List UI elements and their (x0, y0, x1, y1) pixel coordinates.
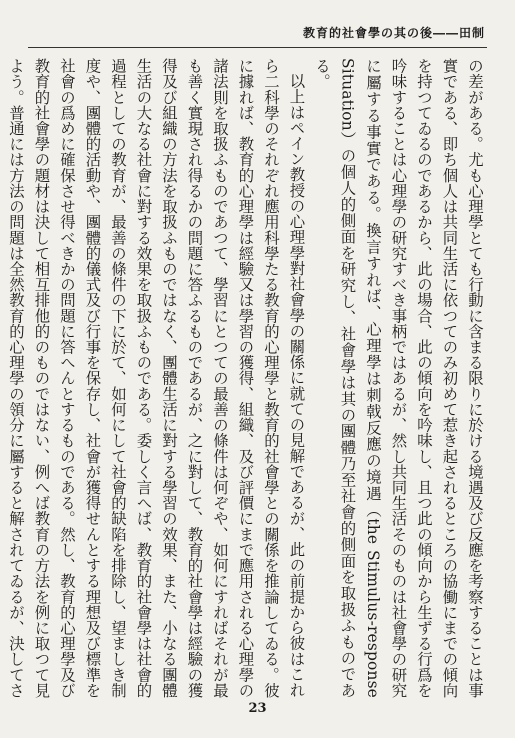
body-text (7, 58, 487, 698)
paragraph: 以上はペイン教授の心理學對社會學の關係に就ての見解であるが、此の前提から彼はこれら二科學のそれぞれ應用科學たる教育的心理學と教育的社會學との關係を推論してゐる。彼に據れば、教育的心理學は經驗又は學習の獲得、組織、及び評價にまで應用される心理學の諸法則を取扱ふものであつて、學習にとつての最善の條件は何ぞや、如何にすればそれが最も善く實現され得るかの問題に答ふるものであるが、之に對して、教育的社會學は經驗の獲得及び組織の方法を取扱ふものではなく、團體生活に對する學習の效果、また、小なる團體生活の大なる社會に對する效果を取扱ふものである。委しく言へば、教育的社會學は社會的過程としての教育が、最善の條件の下に於て、如何にして社會的缺陷を排除し、望ましき制度や、團體的活動や、團體的儀式及び行事を保存し、社會が獲得せんとする理想及び標準を社會の爲めに確保させ得べきかの問題に答へんとするものである。然し、教育的心理學及び教育的社會學の題材は決して相互排他的のものではない、例へば教育の方法を例に取つて見よう。普通には方法の問題は全然教育的心理學の領分に屬すると解されてゐるが、決してさ (7, 58, 306, 698)
paragraph: の差がある。尤も心理學とても行動に含まる限りに於ける境遇及び反應を考察することは事實である、即ち個人は共同生活に依つてのみ初めて惹き起されるところの協働にまでの傾向を持つてゐるのであるから、此の場合、此の傾向を吟味し、且つ此の傾向から生ずる行爲を吟味することは心理學の研究すべき事柄ではあるが、然し共同生活そのものは社會學の研究に屬する事實である。換言すれば、心理學は刺戟反應の境遇（the Stimulus-response Situation）の個人的側面を研究し、社會學は其の團體乃至社會的側面を取扱ふものである。 (313, 58, 484, 698)
header-divider (28, 47, 487, 48)
running-header: 教育的社會學の其の後――田制 (302, 26, 485, 40)
page-number: 23 (248, 701, 267, 716)
